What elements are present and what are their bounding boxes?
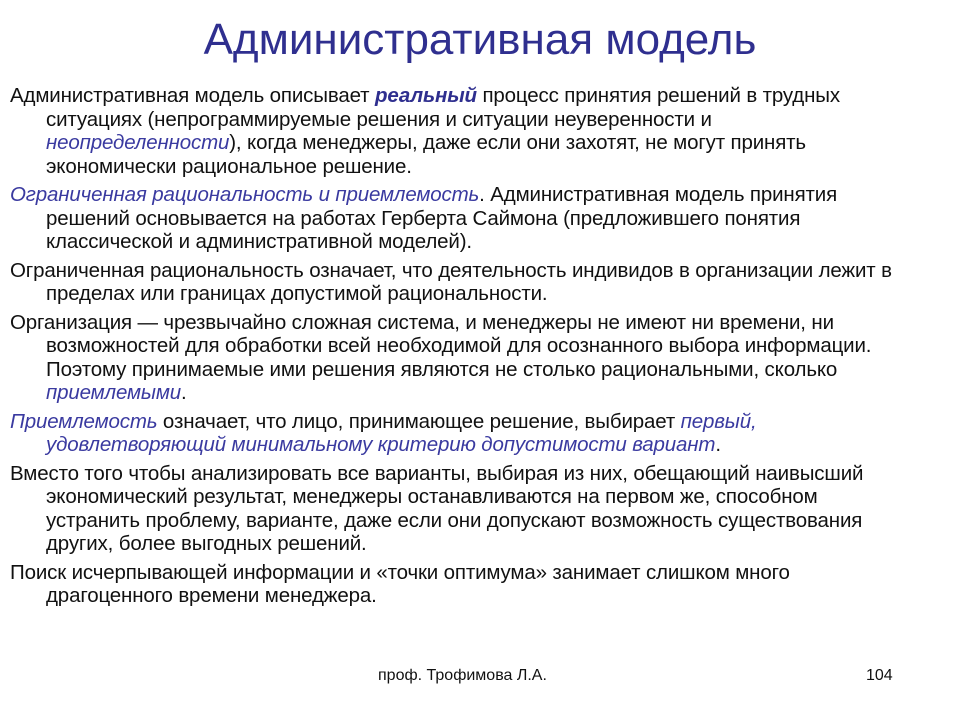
text-span: Поиск исчерпывающей информации и «точки оптимума» занимает слишком много драгоценного времени менеджера. bbox=[10, 560, 790, 607]
text-span: Административная модель описывает bbox=[10, 84, 375, 107]
paragraph-4 bbox=[10, 311, 910, 405]
emphasis-bounded-rationality: Ограниченная рациональность и приемлемость bbox=[10, 183, 480, 206]
slide-title: Административная модель bbox=[203, 15, 757, 64]
emphasis-real: реальный bbox=[374, 84, 477, 107]
emphasis-first-variant: первый, удовлетворяющий минимальному критерию допустимости вариант bbox=[46, 409, 757, 456]
paragraph-2 bbox=[10, 183, 910, 254]
text-span: . bbox=[715, 433, 721, 456]
slide-body bbox=[10, 84, 910, 613]
emphasis-uncertainty: неопределенности bbox=[46, 131, 230, 154]
paragraph-1 bbox=[10, 84, 910, 178]
text-span: Организация — чрезвычайно сложная система, и менеджеры не имеют ни времени, ни возможностей для обработки всей необходимой для осознанного выбора информации. Поэтому принимаемые ими решения являются не столько рациональными, сколько bbox=[10, 310, 872, 381]
text-span: . Административная модель принятия решений основывается на работах Герберта Саймона (предложившего понятия классической и административной моделей). bbox=[46, 183, 838, 253]
paragraph-5 bbox=[10, 410, 910, 457]
emphasis-acceptability: Приемлемость bbox=[10, 409, 158, 433]
text-span: . bbox=[180, 381, 187, 404]
text-span: Вместо того чтобы анализировать все варианты, выбирая из них, обещающий наивысший экономический результат, менеджеры останавливаются на первом же, способном устранить проблему, варианте, даже если они допускают возможность существования других, более выгодных решений. bbox=[10, 461, 864, 555]
text-span: означает, что лицо, принимающее решение, выбирает bbox=[157, 409, 681, 433]
paragraph-3 bbox=[10, 259, 910, 306]
text-span: ), когда менеджеры, даже если они захотят, не могут принять экономически рациональное решение. bbox=[46, 131, 806, 178]
emphasis-acceptable: приемлемыми bbox=[46, 381, 181, 404]
footer-author: проф. Трофимова Л.А. bbox=[378, 667, 547, 684]
text-span: процесс принятия решений в трудных ситуациях (непрограммируемые решения и ситуации неуверенности и bbox=[46, 84, 840, 131]
paragraph-6 bbox=[10, 462, 910, 556]
paragraph-7 bbox=[10, 561, 910, 608]
text-span: Ограниченная рациональность означает, что деятельность индивидов в организации лежит в пределах или границах допустимой рациональности. bbox=[10, 258, 892, 305]
page-number: 104 bbox=[866, 667, 893, 684]
